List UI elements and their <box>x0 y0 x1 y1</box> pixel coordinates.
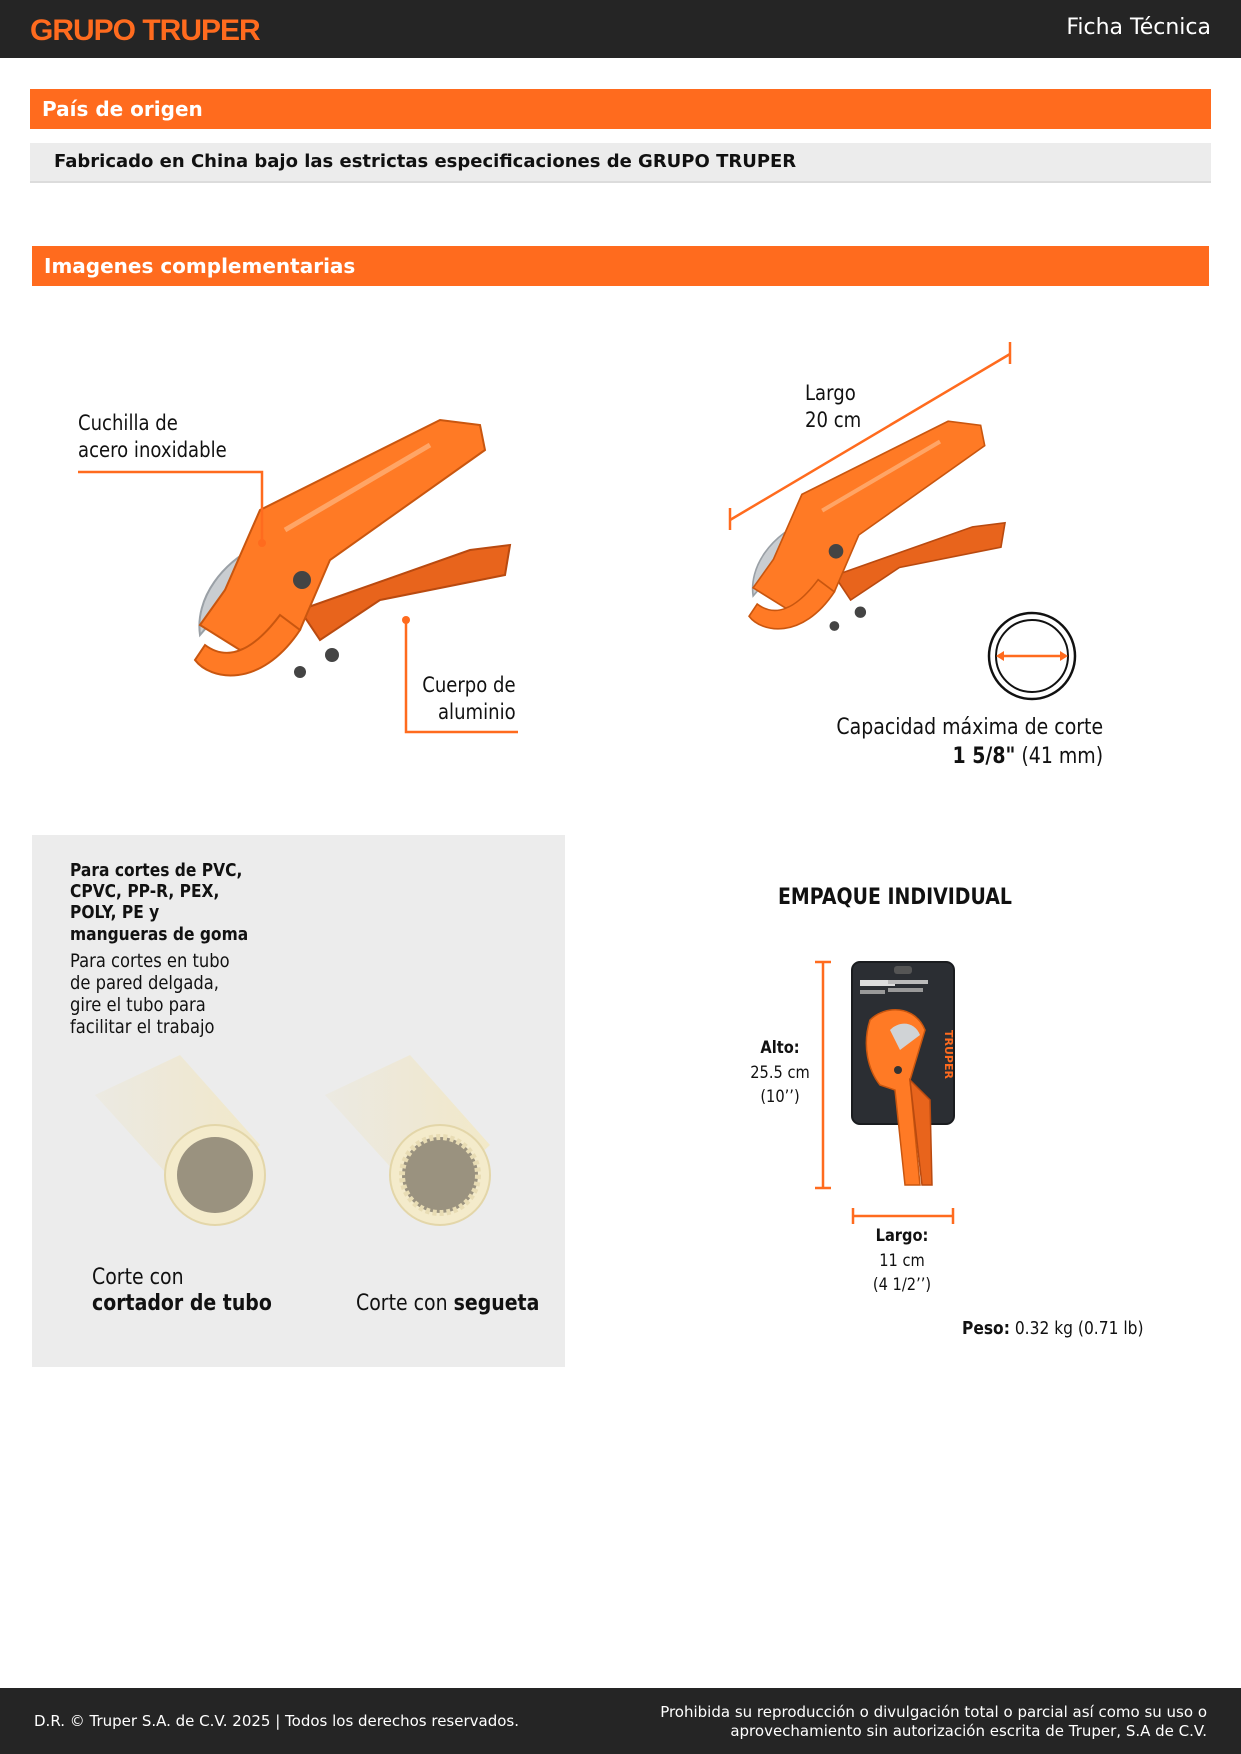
saw-cut-caption: Corte con segueta <box>356 1291 540 1316</box>
page-header <box>0 0 1241 58</box>
origin-section-title: País de origen <box>30 89 1211 129</box>
pipe-cutter-image-dimensions <box>730 405 1020 665</box>
brand-logo: GRUPO TRUPER <box>30 14 260 47</box>
clean-cut-caption: Corte con cortador de tubo <box>92 1265 272 1317</box>
package-length-line <box>851 1208 955 1224</box>
package-weight: Peso: 0.32 kg (0.71 lb) <box>962 1318 1144 1339</box>
package-height-label: Alto: 25.5 cm (10’’) <box>750 1038 810 1108</box>
package-brand-text: TRUPER <box>942 1030 955 1079</box>
packaging-title: EMPAQUE INDIVIDUAL <box>778 885 1012 910</box>
package-length-label: Largo: 11 cm (4 1/2’’) <box>872 1226 932 1296</box>
cut-capacity-icon <box>986 610 1078 702</box>
footer-copyright: D.R. © Truper S.A. de C.V. 2025 | Todos los derechos reservados. <box>34 1712 519 1730</box>
usage-description: Para cortes en tubo de pared delgada, gire el tubo para facilitar el trabajo <box>70 950 230 1039</box>
blade-callout-label: Cuchilla de acero inoxidable <box>78 411 227 463</box>
saw-cut-pipe-image <box>315 1055 505 1235</box>
origin-text: Fabricado en China bajo las estrictas especificaciones de GRUPO TRUPER <box>30 143 1211 183</box>
package-image <box>850 960 956 1190</box>
usage-title: Para cortes de PVC, CPVC, PP-R, PEX, POLY, PE y mangueras de goma <box>70 860 249 945</box>
footer-legal: Prohibida su reproducción o divulgación total o parcial así como su uso o aprovechamiento sin autorización escrita de Truper, S.A de C.V. <box>660 1703 1207 1740</box>
package-height-line <box>815 960 831 1190</box>
length-label: Largo 20 cm <box>805 381 862 433</box>
clean-cut-pipe-image <box>85 1055 275 1235</box>
page-footer <box>0 1688 1241 1754</box>
blade-callout-line <box>78 468 268 548</box>
document-type: Ficha Técnica <box>1066 15 1211 40</box>
cut-capacity-label: Capacidad máxima de corte 1 5/8" (41 mm) <box>836 715 1103 769</box>
images-section-title: Imagenes complementarias <box>32 246 1209 286</box>
body-callout-label: Cuerpo de aluminio <box>422 673 516 725</box>
